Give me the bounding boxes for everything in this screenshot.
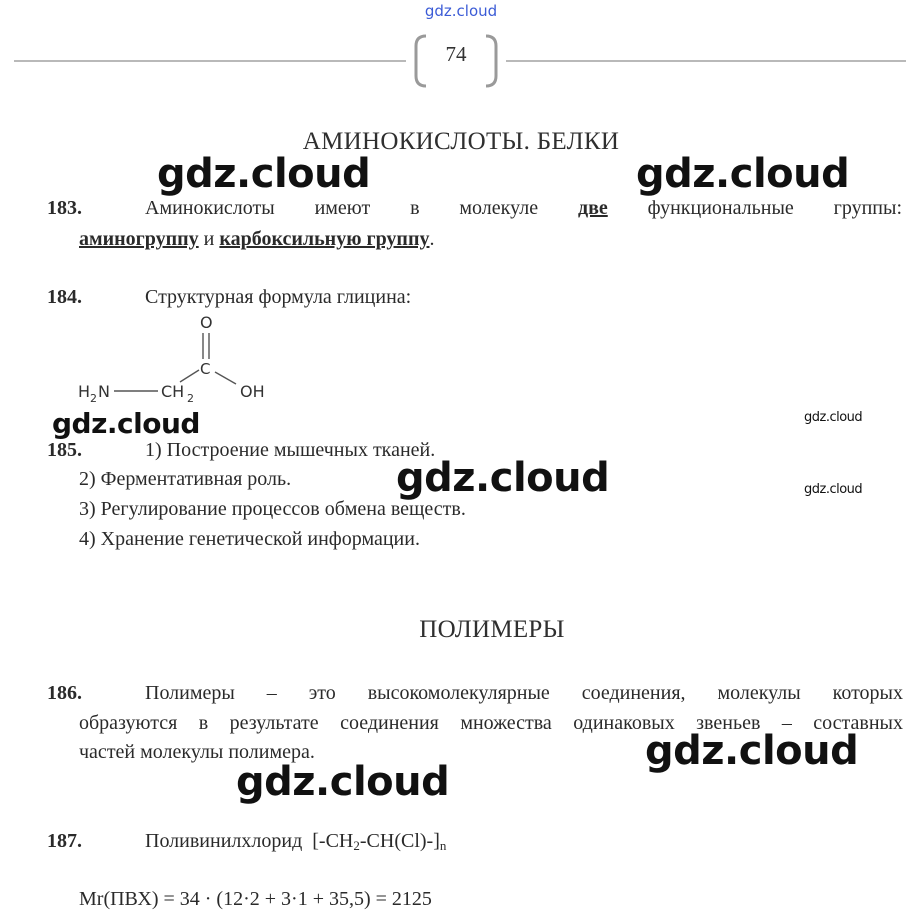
formula-ch-sub: 2 xyxy=(187,392,194,405)
formula-h-sub: 2 xyxy=(90,392,97,405)
watermark-2: gdz.cloud xyxy=(636,151,850,197)
question-183-line2 xyxy=(79,224,434,254)
formula-ch: CH xyxy=(161,382,185,401)
q185-item-2: 2) Ферментативная роль. xyxy=(79,468,292,490)
q187-formula-a: [-CH xyxy=(312,830,354,852)
q183-text-a: Аминокислоты имеют в молекуле xyxy=(145,197,539,219)
q186-line-2: образуются в результате соединения множества одинаковых звеньев – составных xyxy=(79,712,903,734)
formula-n: N xyxy=(98,382,110,401)
glycine-structure xyxy=(70,308,300,408)
q183-end: . xyxy=(429,228,435,250)
q183-answer-amino: аминогруппу xyxy=(79,228,199,250)
question-185-number: 185. xyxy=(47,439,82,461)
header-rule-right xyxy=(506,60,906,62)
question-184-number: 184. xyxy=(47,286,82,308)
q187-formula-line xyxy=(145,826,446,861)
question-184-text: Структурная формула глицина: xyxy=(145,286,412,308)
question-187-number: 187. xyxy=(47,830,82,852)
q185-item-1: 1) Построение мышечных тканей. xyxy=(145,439,436,461)
formula-h: H xyxy=(78,382,91,401)
watermark-8: gdz.cloud xyxy=(236,759,450,805)
q185-item-3: 3) Регулирование процессов обмена веществ. xyxy=(79,498,466,520)
watermark-1: gdz.cloud xyxy=(157,151,371,197)
q187-mr-calculation: Mr(ПВХ) = 34 · (12·2 + 3·1 + 35,5) = 2125 xyxy=(79,888,432,910)
header-rule-left xyxy=(14,60,406,62)
question-183-number: 183. xyxy=(47,197,82,219)
formula-o: O xyxy=(200,313,213,332)
q183-answer-carboxyl: карбоксильную группу xyxy=(219,228,430,250)
watermark-7: gdz.cloud xyxy=(645,728,859,774)
q187-formula-sub: 2 xyxy=(353,838,360,853)
section-title-amino: АМИНОКИСЛОТЫ. БЕЛКИ xyxy=(302,128,620,155)
q186-line-1: Полимеры – это высокомолекулярные соединения, молекулы которых xyxy=(145,682,903,704)
q187-formula-b: -CH(Cl)-] xyxy=(359,830,440,852)
q187-name: Поливинилхлорид xyxy=(145,830,303,852)
watermark-4: gdz.cloud xyxy=(804,410,863,425)
q186-line-3: частей молекулы полимера. xyxy=(79,741,315,763)
watermark-6: gdz.cloud xyxy=(804,482,863,497)
watermark-5: gdz.cloud xyxy=(396,455,610,501)
q187-formula-n: n xyxy=(439,838,447,853)
formula-c: C xyxy=(200,360,211,378)
watermark-3: gdz.cloud xyxy=(52,407,200,440)
question-186-number: 186. xyxy=(47,682,82,704)
q183-text-b: функциональные группы: xyxy=(647,197,902,219)
section-title-polymers: ПОЛИМЕРЫ xyxy=(419,616,565,643)
q185-item-4: 4) Хранение генетической информации. xyxy=(79,528,420,550)
q183-answer-two: две xyxy=(577,197,608,219)
formula-oh: OH xyxy=(240,382,265,401)
site-watermark-top: gdz.cloud xyxy=(424,2,498,20)
q183-conj: и xyxy=(203,228,215,250)
bond-ch2-c xyxy=(180,370,199,382)
bond-c-oh xyxy=(215,372,236,384)
page-number: 74 xyxy=(445,42,467,66)
question-183-line1 xyxy=(145,193,902,223)
